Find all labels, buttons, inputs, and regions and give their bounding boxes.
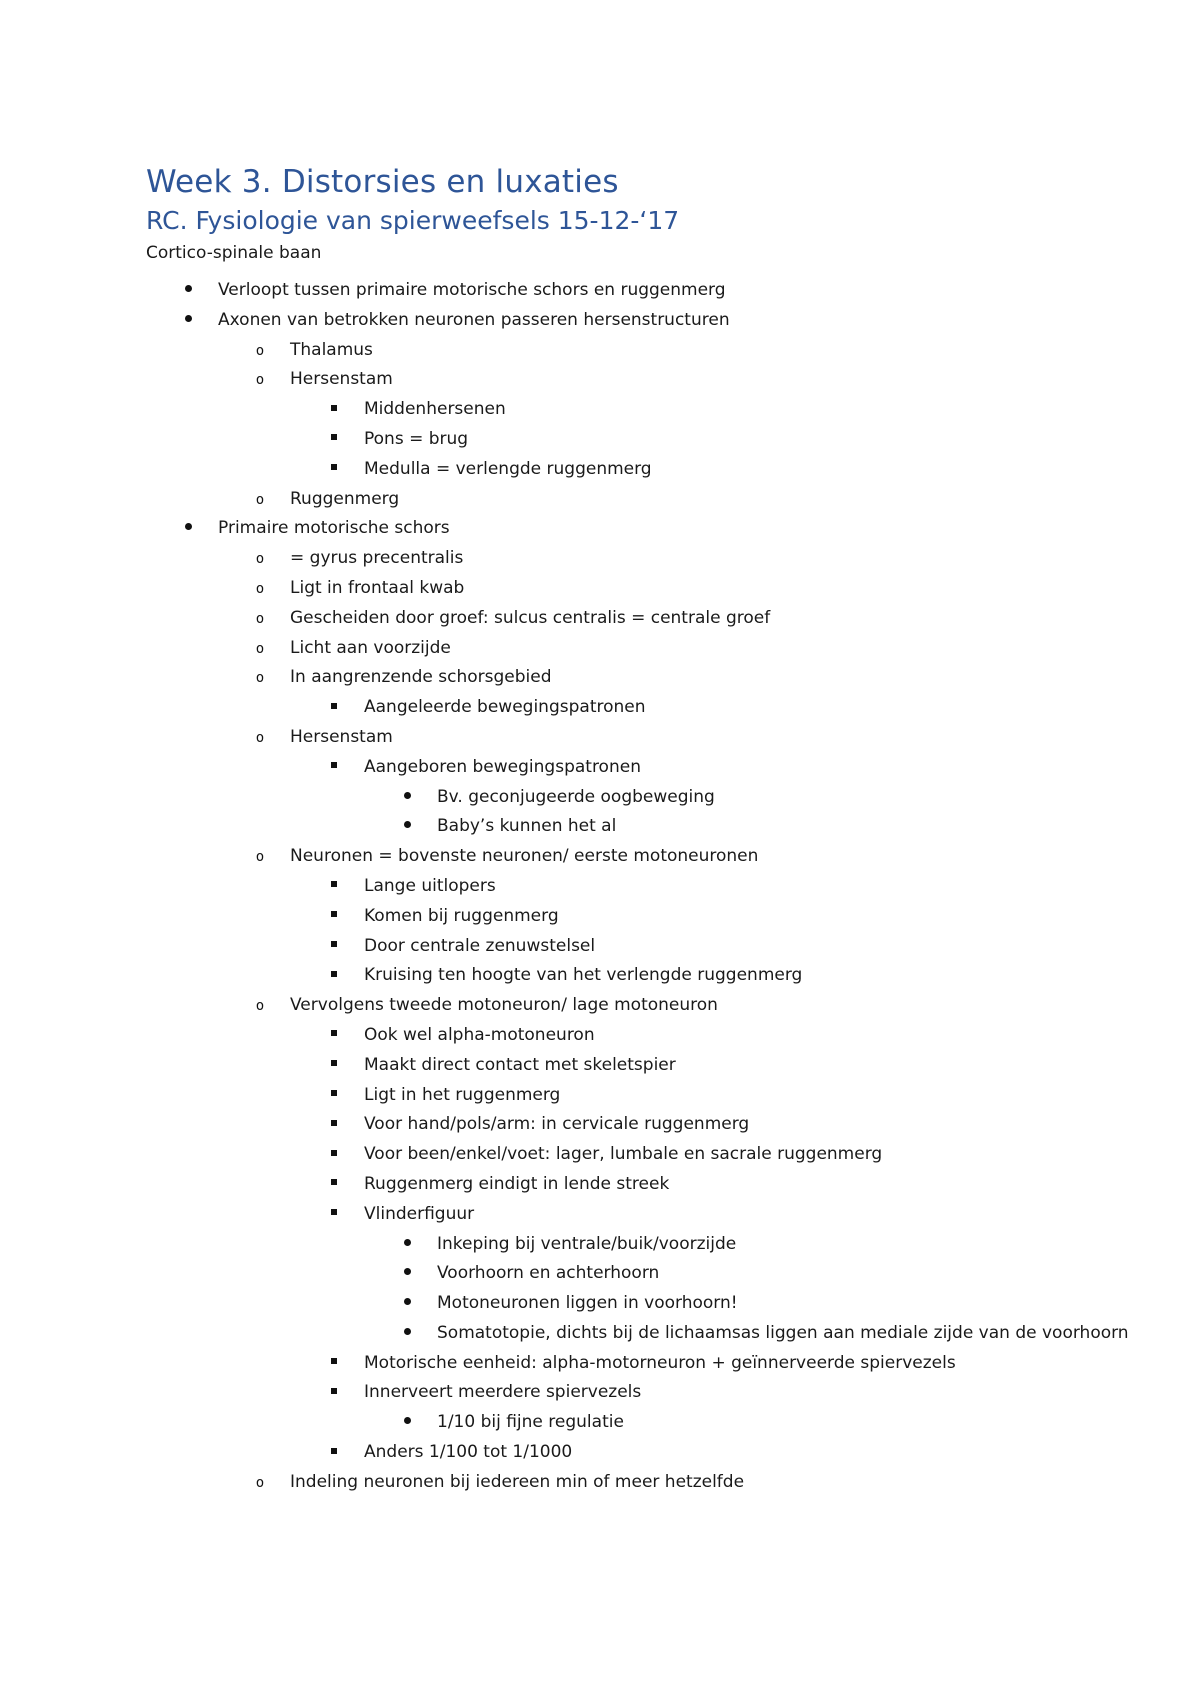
list-item-text: Vervolgens tweede motoneuron/ lage motoneuron: [290, 995, 718, 1016]
bullet-outline: [146, 276, 1129, 1498]
square-bullet-icon: [324, 1110, 344, 1140]
list-item-text: Primaire motorische schors: [218, 518, 450, 539]
circle-bullet-icon: [250, 574, 270, 605]
list-item-text: Voor been/enkel/voet: lager, lumbale en sacrale ruggenmerg: [364, 1144, 883, 1165]
list-item-text: Neuronen = bovenste neuronen/ eerste motoneuronen: [290, 846, 759, 867]
list-item: [146, 1438, 1086, 1468]
list-item: [146, 1140, 1086, 1170]
circle-bullet-icon: [250, 485, 270, 516]
list-item-text: Ruggenmerg: [290, 488, 400, 509]
list-item-text: Indeling neuronen bij iedereen min of meer hetzelfde: [290, 1471, 745, 1492]
heading-2: RC. Fysiologie van spierweefsels 15-12-‘17: [146, 206, 680, 235]
list-item: [146, 1289, 1086, 1319]
list-item: [146, 425, 1086, 455]
disc-bullet-icon: [178, 306, 198, 336]
list-item: [146, 693, 1086, 723]
list-item: [146, 1408, 1086, 1438]
list-item: [146, 1170, 1086, 1200]
list-item-text: Licht aan voorzijde: [290, 637, 451, 658]
circle-bullet-icon: [250, 991, 270, 1022]
square-bullet-icon: [324, 425, 344, 455]
square-bullet-icon: [324, 1021, 344, 1051]
list-item: [146, 1259, 1086, 1289]
list-item-text: Motoneuronen liggen in voorhoorn!: [437, 1293, 738, 1314]
list-item-text: Innerveert meerdere spiervezels: [364, 1382, 642, 1403]
list-item-text: Hersenstam: [290, 726, 393, 747]
square-bullet-icon: [324, 1081, 344, 1111]
list-item-text: Ruggenmerg eindigt in lende streek: [364, 1173, 670, 1194]
list-item: [146, 485, 1086, 515]
list-item: [146, 455, 1086, 485]
square-bullet-icon: [324, 693, 344, 723]
list-item: [146, 932, 1086, 962]
square-bullet-icon: [324, 932, 344, 962]
square-bullet-icon: [324, 455, 344, 485]
list-item: [146, 783, 1086, 813]
list-item-text: Vlinderfiguur: [364, 1203, 475, 1224]
list-item-text: Komen bij ruggenmerg: [364, 905, 559, 926]
list-item-text: = gyrus precentralis: [290, 548, 464, 569]
square-bullet-icon: [324, 395, 344, 425]
square-bullet-icon: [324, 753, 344, 783]
list-item: [146, 1110, 1086, 1140]
disc-bullet-icon: [397, 1230, 417, 1260]
circle-bullet-icon: [250, 365, 270, 396]
disc-bullet-icon: [178, 514, 198, 544]
list-item: [146, 1468, 1086, 1498]
list-item: [146, 1349, 1086, 1379]
list-item: [146, 1378, 1086, 1408]
heading-1: Week 3. Distorsies en luxaties: [146, 164, 619, 200]
list-item: [146, 1051, 1086, 1081]
square-bullet-icon: [324, 1438, 344, 1468]
list-item-text: Inkeping bij ventrale/buik/voorzijde: [437, 1233, 737, 1254]
square-bullet-icon: [324, 1051, 344, 1081]
square-bullet-icon: [324, 1200, 344, 1230]
list-item-text: Hersenstam: [290, 369, 393, 390]
list-item: [146, 1021, 1086, 1051]
circle-bullet-icon: [250, 842, 270, 873]
list-item-text: Voorhoorn en achterhoorn: [437, 1263, 660, 1284]
document-body: [146, 160, 1129, 1498]
list-item-text: Somatotopie, dichts bij de lichaamsas liggen aan mediale zijde van de voorhoorn: [437, 1322, 1129, 1343]
square-bullet-icon: [324, 872, 344, 902]
disc-bullet-icon: [397, 1259, 417, 1289]
list-item-text: Axonen van betrokken neuronen passeren hersenstructuren: [218, 309, 730, 330]
disc-bullet-icon: [178, 276, 198, 306]
list-item-text: Lange uitlopers: [364, 875, 496, 896]
list-item-text: Aangeboren bewegingspatronen: [364, 756, 641, 777]
section-label: Cortico-spinale baan: [146, 243, 322, 263]
list-item: [146, 544, 1086, 574]
list-item: [146, 1230, 1086, 1260]
list-item: [146, 753, 1086, 783]
list-item: [146, 961, 1086, 991]
list-item-text: Gescheiden door groef: sulcus centralis = centrale groef: [290, 607, 771, 628]
list-item-text: Ligt in frontaal kwab: [290, 577, 465, 598]
list-item-text: Middenhersenen: [364, 399, 506, 420]
circle-bullet-icon: [250, 336, 270, 367]
disc-bullet-icon: [397, 1408, 417, 1438]
circle-bullet-icon: [250, 1468, 270, 1499]
square-bullet-icon: [324, 902, 344, 932]
square-bullet-icon: [324, 1170, 344, 1200]
disc-bullet-icon: [397, 1289, 417, 1319]
list-item-text: Motorische eenheid: alpha-motorneuron + geïnnerveerde spiervezels: [364, 1352, 956, 1373]
list-item: [146, 872, 1086, 902]
list-item: [146, 306, 1086, 336]
list-item: [146, 336, 1086, 366]
list-item-text: Ook wel alpha-motoneuron: [364, 1024, 595, 1045]
square-bullet-icon: [324, 1378, 344, 1408]
list-item: [146, 1319, 1137, 1349]
list-item-text: Maakt direct contact met skeletspier: [364, 1054, 676, 1075]
list-item-text: Ligt in het ruggenmerg: [364, 1084, 561, 1105]
list-item-text: Bv. geconjugeerde oogbeweging: [437, 786, 715, 807]
list-item-text: Verloopt tussen primaire motorische schors en ruggenmerg: [218, 280, 726, 300]
disc-bullet-icon: [397, 1319, 417, 1349]
circle-bullet-icon: [250, 723, 270, 754]
list-item-text: Voor hand/pols/arm: in cervicale ruggenmerg: [364, 1114, 750, 1135]
list-item: [146, 663, 1086, 693]
list-item: [146, 991, 1086, 1021]
circle-bullet-icon: [250, 634, 270, 665]
list-item: [146, 604, 1086, 634]
list-item-text: Medulla = verlengde ruggenmerg: [364, 458, 652, 479]
list-item: [146, 902, 1086, 932]
disc-bullet-icon: [397, 812, 417, 842]
disc-bullet-icon: [397, 783, 417, 813]
list-item: [146, 365, 1086, 395]
list-item: [146, 574, 1086, 604]
list-item: [146, 842, 1086, 872]
list-item-text: Door centrale zenuwstelsel: [364, 935, 596, 956]
list-item-text: Thalamus: [290, 339, 373, 360]
square-bullet-icon: [324, 1140, 344, 1170]
square-bullet-icon: [324, 1349, 344, 1379]
list-item: [146, 634, 1086, 664]
list-item-text: Kruising ten hoogte van het verlengde ruggenmerg: [364, 965, 803, 986]
circle-bullet-icon: [250, 544, 270, 575]
list-item-text: Pons = brug: [364, 428, 469, 449]
list-item: [146, 514, 1086, 544]
list-item-text: 1/10 bij fijne regulatie: [437, 1412, 624, 1433]
list-item: [146, 1081, 1086, 1111]
list-item-text: Aangeleerde bewegingspatronen: [364, 697, 646, 718]
list-item: [146, 395, 1086, 425]
list-item-text: Anders 1/100 tot 1/1000: [364, 1442, 573, 1463]
list-item: [146, 1200, 1086, 1230]
circle-bullet-icon: [250, 604, 270, 635]
list-item: [146, 723, 1086, 753]
list-item-text: Baby’s kunnen het al: [437, 816, 617, 837]
square-bullet-icon: [324, 961, 344, 991]
list-item: [146, 276, 1086, 306]
list-item-text: In aangrenzende schorsgebied: [290, 667, 552, 688]
circle-bullet-icon: [250, 663, 270, 694]
list-item: [146, 812, 1086, 842]
